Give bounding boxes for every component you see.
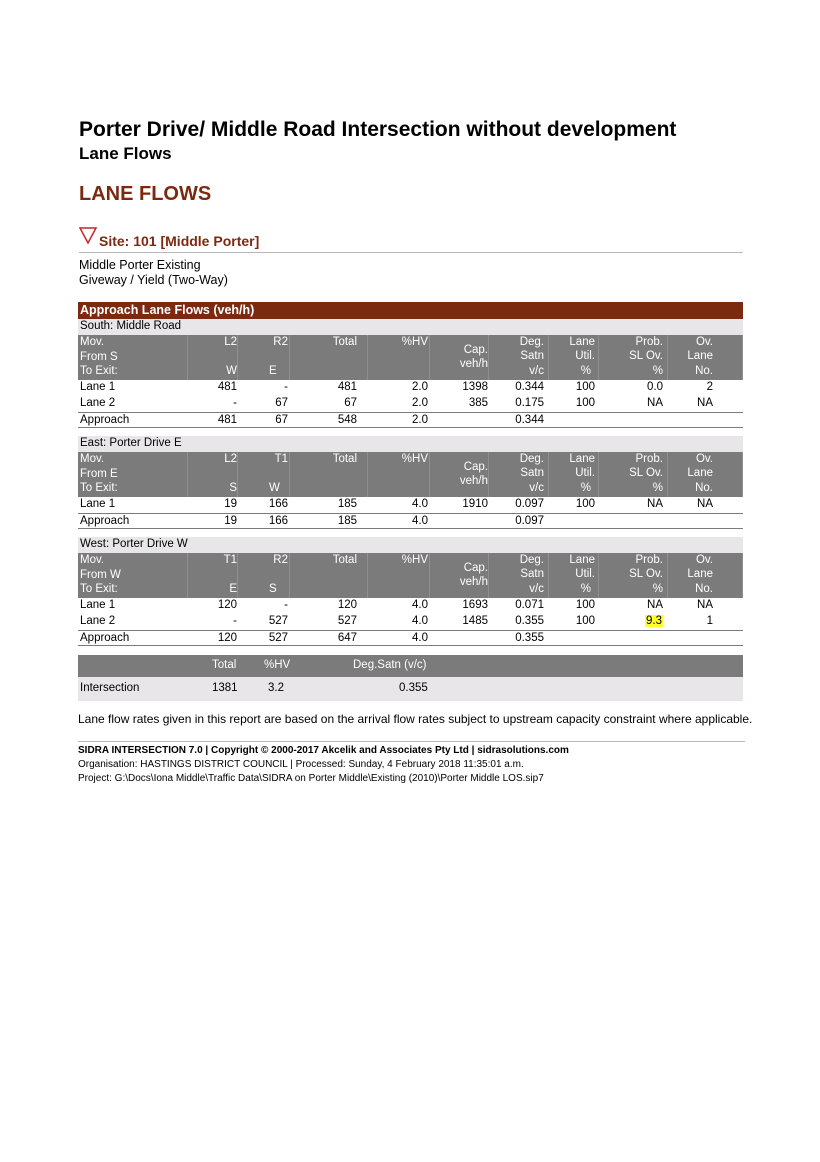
hdr-ov: Ov. <box>695 336 713 348</box>
hdr-prob-pct: % <box>652 365 663 377</box>
hdr-mov1: L2 <box>224 453 237 465</box>
lane-prob: NA <box>647 599 663 611</box>
hdr-cap: Cap. <box>463 461 488 473</box>
int-total: 1381 <box>212 682 238 694</box>
int-deg: 0.355 <box>399 682 428 694</box>
hdr-util: Lane <box>569 453 595 465</box>
hdr-prob: Prob. <box>635 336 663 348</box>
page-title: Porter Drive/ Middle Road Intersection without development <box>79 118 677 141</box>
lane-deg: 0.175 <box>515 397 544 409</box>
approach-deg: 0.344 <box>515 414 544 426</box>
approach-name: Approach <box>80 632 130 644</box>
lane-ov: NA <box>697 599 713 611</box>
approach-label: East: Porter Drive E <box>78 436 743 452</box>
hdr-exit2: W <box>269 482 280 494</box>
hdr-mov: Mov. <box>80 554 105 566</box>
hdr-prob-slov: SL Ov. <box>629 350 663 362</box>
site-description-line: Giveway / Yield (Two-Way) <box>79 273 228 287</box>
approach-deg: 0.355 <box>515 632 544 644</box>
lane-prob: NA <box>647 498 663 510</box>
lane-util: 100 <box>575 599 595 611</box>
lane-total: 185 <box>337 498 357 510</box>
lane-name: Lane 1 <box>80 381 116 393</box>
lane-deg: 0.071 <box>515 599 544 611</box>
lane-cap: 1398 <box>462 381 488 393</box>
hdr-mov2: R2 <box>273 554 288 566</box>
lane-mov1: 481 <box>217 381 237 393</box>
lane-ov: 2 <box>706 381 713 393</box>
lane-mov1: 120 <box>217 599 237 611</box>
hdr-prob: Prob. <box>635 453 663 465</box>
approach-row <box>78 630 743 646</box>
approach-mov1: 481 <box>217 414 237 426</box>
hdr-deg: Deg. <box>519 554 544 566</box>
hdr-mov1: T1 <box>223 554 237 566</box>
lane-cap: 1910 <box>462 498 488 510</box>
hdr-mov1: L2 <box>224 336 237 348</box>
hdr-util-pct: % <box>580 365 591 377</box>
hdr-prob-slov: SL Ov. <box>629 467 663 479</box>
approach-deg: 0.097 <box>515 515 544 527</box>
lane-mov2: - <box>284 599 288 611</box>
hdr-to-exit: To Exit: <box>80 583 118 595</box>
approach-total: 185 <box>337 515 357 527</box>
hdr-deg-satn: Satn <box>520 568 544 580</box>
hdr-cap: Cap. <box>463 562 488 574</box>
lane-mov1: - <box>233 397 237 409</box>
lane-ov: NA <box>697 397 713 409</box>
approach-block <box>78 319 743 428</box>
hdr-ov-no: No. <box>695 583 713 595</box>
lane-prob: 0.0 <box>647 381 663 393</box>
int-hdr-total: Total <box>212 659 237 671</box>
lane-mov1: 19 <box>224 498 237 510</box>
hdr-util-util: Util. <box>575 568 595 580</box>
hdr-deg: Deg. <box>519 453 544 465</box>
lane-hv: 2.0 <box>412 397 428 409</box>
lane-util: 100 <box>575 615 595 627</box>
int-label: Intersection <box>80 682 140 694</box>
triangle-down-icon <box>79 226 97 244</box>
approach-row <box>78 513 743 529</box>
approach-total: 548 <box>337 414 357 426</box>
lane-name: Lane 1 <box>80 599 116 611</box>
intersection-header <box>78 655 743 677</box>
hdr-deg-vc: v/c <box>529 583 544 595</box>
lane-deg: 0.344 <box>515 381 544 393</box>
lane-name: Lane 2 <box>80 397 116 409</box>
footer <box>78 741 745 786</box>
hdr-ov: Ov. <box>695 554 713 566</box>
approach-hv: 4.0 <box>412 632 428 644</box>
hdr-exit1: E <box>229 583 237 595</box>
lane-mov2: 166 <box>268 498 288 510</box>
approach-mov1: 120 <box>217 632 237 644</box>
lane-mov2: 527 <box>268 615 288 627</box>
hdr-mov2: R2 <box>273 336 288 348</box>
hdr-ov: Ov. <box>695 453 713 465</box>
table-row <box>78 598 743 614</box>
table-title: Approach Lane Flows (veh/h) <box>78 302 743 319</box>
lane-total: 120 <box>337 599 357 611</box>
column-header <box>78 335 743 380</box>
hdr-cap-unit: veh/h <box>459 475 488 487</box>
int-hdr-hv: %HV <box>264 659 291 671</box>
hdr-mov: Mov. <box>80 336 105 348</box>
approach-total: 647 <box>337 632 357 644</box>
hdr-cap-unit: veh/h <box>459 576 488 588</box>
approach-label: South: Middle Road <box>78 319 743 335</box>
lane-name: Lane 1 <box>80 498 116 510</box>
lane-deg: 0.097 <box>515 498 544 510</box>
hdr-to-exit: To Exit: <box>80 365 118 377</box>
hdr-util-pct: % <box>580 482 591 494</box>
lane-util: 100 <box>575 397 595 409</box>
lane-mov2: 67 <box>275 397 288 409</box>
approach-hv: 4.0 <box>412 515 428 527</box>
hdr-exit2: E <box>269 365 277 377</box>
hdr-exit1: W <box>226 365 237 377</box>
hdr-from: From W <box>80 569 121 581</box>
hdr-ov-lane: Lane <box>687 467 713 479</box>
footer-copyright: SIDRA INTERSECTION 7.0 | Copyright © 2000-2017 Akcelik and Associates Pty Ltd | sidrasolutions.com <box>78 745 569 756</box>
int-hdr-deg: Deg.Satn (v/c) <box>353 659 427 671</box>
table-row <box>78 614 743 630</box>
hdr-prob-pct: % <box>652 482 663 494</box>
page-subtitle: Lane Flows <box>79 144 172 163</box>
lane-mov1: - <box>233 615 237 627</box>
lane-mov2: - <box>284 381 288 393</box>
approach-hv: 2.0 <box>412 414 428 426</box>
approach-block <box>78 537 743 646</box>
approach-label: West: Porter Drive W <box>78 537 743 553</box>
approach-mov2: 527 <box>268 632 288 644</box>
hdr-deg-vc: v/c <box>529 365 544 377</box>
hdr-total: Total <box>332 336 357 348</box>
lane-deg: 0.355 <box>515 615 544 627</box>
table-row <box>78 396 743 412</box>
hdr-util: Lane <box>569 336 595 348</box>
hdr-cap: Cap. <box>463 344 488 356</box>
hdr-prob: Prob. <box>635 554 663 566</box>
lane-util: 100 <box>575 498 595 510</box>
hdr-hv: %HV <box>401 554 428 566</box>
table-row <box>78 497 743 513</box>
hdr-ov-no: No. <box>695 365 713 377</box>
hdr-ov-lane: Lane <box>687 568 713 580</box>
hdr-from: From E <box>80 468 118 480</box>
approach-name: Approach <box>80 515 130 527</box>
lane-ov: NA <box>697 498 713 510</box>
lane-name: Lane 2 <box>80 615 116 627</box>
approach-mov2: 67 <box>275 414 288 426</box>
table-row <box>78 380 743 396</box>
lane-total: 527 <box>337 615 357 627</box>
approach-name: Approach <box>80 414 130 426</box>
hdr-ov-lane: Lane <box>687 350 713 362</box>
lane-flows-table <box>78 302 743 701</box>
lane-hv: 2.0 <box>412 381 428 393</box>
lane-util: 100 <box>575 381 595 393</box>
lane-hv: 4.0 <box>412 615 428 627</box>
site-description-line: Middle Porter Existing <box>79 258 201 272</box>
hdr-util-util: Util. <box>575 467 595 479</box>
hdr-prob-slov: SL Ov. <box>629 568 663 580</box>
hdr-hv: %HV <box>401 453 428 465</box>
lane-prob: 9.3 <box>646 615 662 627</box>
hdr-deg-satn: Satn <box>520 467 544 479</box>
hdr-to-exit: To Exit: <box>80 482 118 494</box>
intersection-row <box>78 677 743 701</box>
hdr-hv: %HV <box>401 336 428 348</box>
hdr-util-util: Util. <box>575 350 595 362</box>
lane-prob: NA <box>647 397 663 409</box>
hdr-util: Lane <box>569 554 595 566</box>
hdr-cap-unit: veh/h <box>459 358 488 370</box>
approach-mov2: 166 <box>268 515 288 527</box>
report-note: Lane flow rates given in this report are based on the arrival flow rates subject to upstream capacity constraint where applicable. <box>78 712 753 726</box>
lane-cap: 1693 <box>462 599 488 611</box>
hdr-mov2: T1 <box>274 453 288 465</box>
approach-row <box>78 412 743 428</box>
lane-total: 67 <box>344 397 357 409</box>
hdr-total: Total <box>332 554 357 566</box>
hdr-total: Total <box>332 453 357 465</box>
lane-cap: 1485 <box>462 615 488 627</box>
column-header <box>78 452 743 497</box>
hdr-deg-vc: v/c <box>529 482 544 494</box>
approach-block <box>78 436 743 529</box>
footer-organisation: Organisation: HASTINGS DISTRICT COUNCIL | Processed: Sunday, 4 February 2018 11:35:01 a.m. <box>78 759 524 770</box>
approach-mov1: 19 <box>224 515 237 527</box>
lane-ov: 1 <box>706 615 713 627</box>
hdr-deg-satn: Satn <box>520 350 544 362</box>
hdr-ov-no: No. <box>695 482 713 494</box>
lane-hv: 4.0 <box>412 498 428 510</box>
hdr-mov: Mov. <box>80 453 105 465</box>
hdr-exit2: S <box>269 583 277 595</box>
hdr-from: From S <box>80 351 118 363</box>
site-description <box>79 258 228 288</box>
footer-project: Project: G:\Docs\Iona Middle\Traffic Data\SIDRA on Porter Middle\Existing (2010)\Porter Middle LOS.sip7 <box>78 773 544 784</box>
lane-total: 481 <box>337 381 357 393</box>
lane-hv: 4.0 <box>412 599 428 611</box>
site-label: Site: 101 [Middle Porter] <box>99 233 260 249</box>
hdr-prob-pct: % <box>652 583 663 595</box>
lane-cap: 385 <box>468 397 488 409</box>
column-header <box>78 553 743 598</box>
hdr-exit1: S <box>229 482 237 494</box>
site-header <box>79 226 743 253</box>
hdr-util-pct: % <box>580 583 591 595</box>
hdr-deg: Deg. <box>519 336 544 348</box>
int-hv: 3.2 <box>268 682 284 694</box>
section-heading: LANE FLOWS <box>79 183 212 205</box>
